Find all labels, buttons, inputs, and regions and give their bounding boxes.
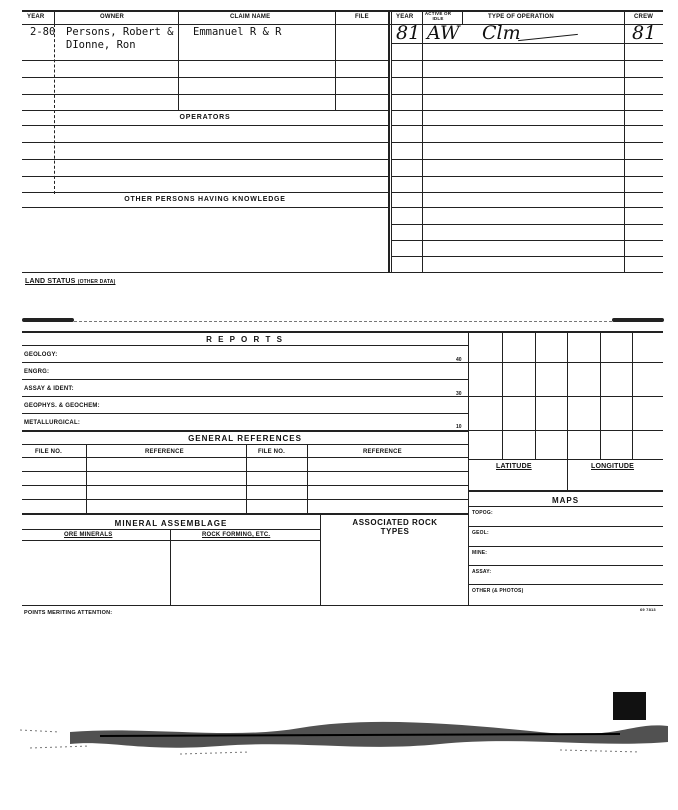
maps-assay: ASSAY: xyxy=(472,569,492,575)
header-file: FILE xyxy=(355,14,369,20)
associated-rock-types-heading: ASSOCIATED ROCK TYPES xyxy=(352,518,438,536)
op-type-underline xyxy=(518,34,578,41)
reports-heading: R E P O R T S xyxy=(206,335,284,344)
header-year-2: YEAR xyxy=(396,14,414,20)
general-references-heading: GENERAL REFERENCES xyxy=(188,434,302,443)
col-reference-1: REFERENCE xyxy=(145,449,184,455)
col-ore-minerals: ORE MINERALS xyxy=(64,532,113,538)
longitude-label: LONGITUDE xyxy=(591,463,635,470)
land-status-label: LAND STATUS (OTHER DATA) xyxy=(25,278,116,285)
report-geophys: GEOPHYS. & GEOCHEM: xyxy=(24,403,100,409)
entry-crew: 81 xyxy=(632,22,657,44)
entry-year: 2-80 xyxy=(30,26,56,38)
header-crew: CREW xyxy=(634,14,654,20)
points-meriting-attention: POINTS MERITING ATTENTION: xyxy=(24,610,113,616)
header-owner: OWNER xyxy=(100,14,124,20)
form-number: 69 7813 xyxy=(640,607,656,612)
latitude-label: LATITUDE xyxy=(496,463,532,470)
entry-owner-line1: Persons, Robert & xyxy=(66,26,174,38)
report-number-3: 10 xyxy=(456,424,462,430)
report-engrg: ENGRG: xyxy=(24,369,50,375)
entry-op-type: Clm xyxy=(482,22,521,44)
maps-heading: MAPS xyxy=(551,496,580,505)
col-reference-2: REFERENCE xyxy=(363,449,402,455)
report-number-2: 30 xyxy=(456,391,462,397)
mineral-assemblage-heading: MINERAL ASSEMBLAGE xyxy=(114,519,228,528)
smudge-right xyxy=(612,318,664,322)
report-geology: GEOLOGY: xyxy=(24,352,58,358)
other-persons-heading: OTHER PERSONS HAVING KNOWLEDGE xyxy=(124,196,286,203)
entry-owner-line2: DIonne, Ron xyxy=(66,39,136,51)
entry-claim-name: Emmanuel R & R xyxy=(193,26,282,38)
header-claim-name: CLAIM NAME xyxy=(230,14,271,20)
report-number-1: 40 xyxy=(456,357,462,363)
col-rock-forming: ROCK FORMING, ETC. xyxy=(202,532,271,538)
header-type-of-operation: TYPE OF OPERATION xyxy=(488,14,554,20)
report-metallurgical: METALLURGICAL: xyxy=(24,420,81,426)
scan-noise-band xyxy=(0,710,678,770)
maps-mine: MINE: xyxy=(472,550,488,556)
col-file-no-2: FILE NO. xyxy=(258,449,285,455)
maps-geol: GEOL: xyxy=(472,530,489,536)
report-assay: ASSAY & IDENT: xyxy=(24,386,74,392)
operators-heading: OPERATORS xyxy=(179,114,231,121)
entry-op-year: 81 xyxy=(396,22,421,44)
header-active-idle: ACTIVE OR IDLE xyxy=(424,11,452,21)
smudge-left xyxy=(22,318,74,322)
maps-topog: TOPOG: xyxy=(472,510,493,516)
maps-other: OTHER (& PHOTOS) xyxy=(472,588,524,594)
entry-op-status: AW xyxy=(427,22,460,44)
col-file-no-1: FILE NO. xyxy=(35,449,62,455)
header-year: YEAR xyxy=(27,14,45,20)
